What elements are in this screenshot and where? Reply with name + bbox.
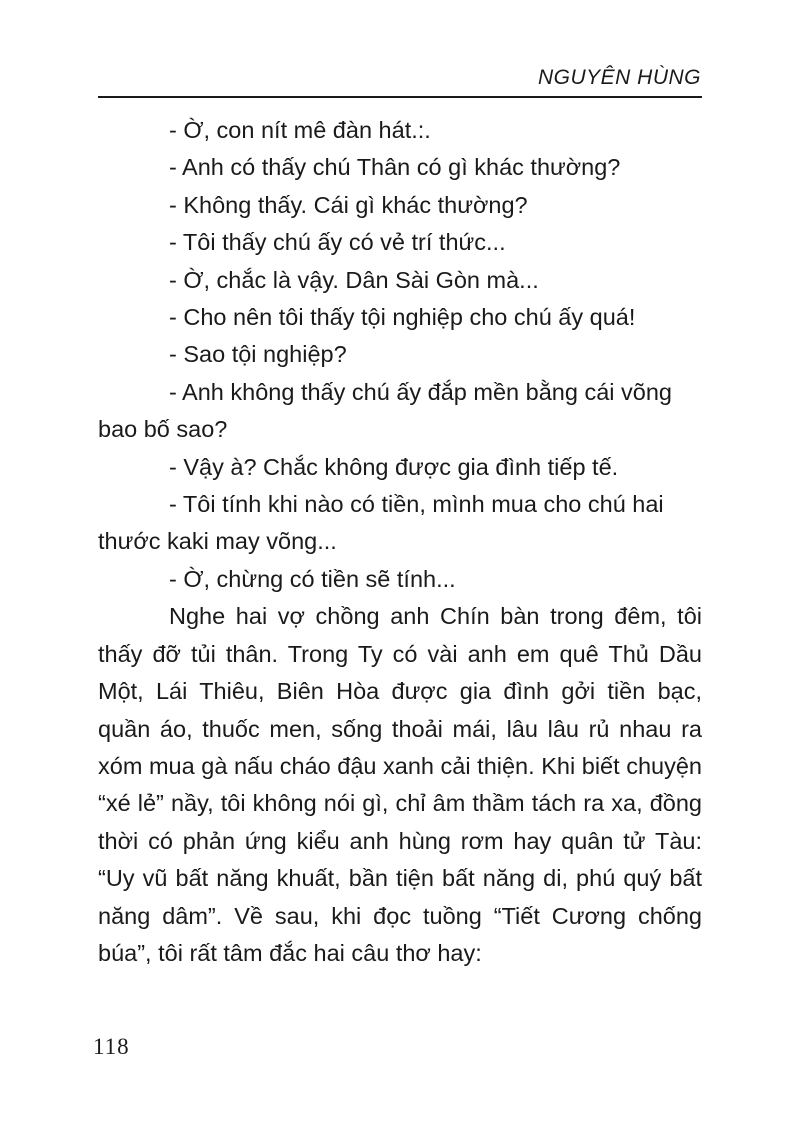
dialogue-line: - Ờ, chừng có tiền sẽ tính...: [169, 565, 456, 592]
running-header: NGUYÊN HÙNG: [537, 66, 701, 89]
dialogue-line: - Anh có thấy chú Thân có gì khác thường?: [169, 154, 621, 181]
narration-paragraph: Nghe hai vợ chồng anh Chín bàn trong đêm, tôi thấy đỡ tủi thân. Trong Ty có vài anh em quê Thủ Dầu Một, Lái Thiêu, Biên Hòa được gia đình gởi tiền bạc, quần áo, thuốc men, sống thoải mái, lâu lâu rủ nhau ra xóm mua gà nấu cháo đậu xanh cải thiện. Khi biết chuyện “xé lẻ” nầy, tôi không nói gì, chỉ âm thầm tách ra xa, đồng thời có phản ứng kiểu anh hùng rơm hay quân tử Tàu: “Uy vũ bất năng khuất, bần tiện bất năng di, phú quý bất năng dâm”. Về sau, khi đọc tuồng “Tiết Cương chống búa”, tôi rất tâm đắc hai câu thơ hay:: [98, 603, 702, 966]
dialogue-line: - Anh không thấy chú ấy đắp mền bằng cái võng bao bố sao?: [98, 378, 672, 443]
dialogue-line: - Ờ, chắc là vậy. Dân Sài Gòn mà...: [169, 266, 539, 293]
dialogue-line: - Vậy à? Chắc không được gia đình tiếp tế.: [169, 453, 619, 480]
page-number: 118: [93, 1034, 130, 1059]
dialogue-line: - Tôi thấy chú ấy có vẻ trí thức...: [169, 229, 506, 256]
dialogue-line: - Sao tội nghiệp?: [169, 341, 347, 368]
dialogue-line: - Tôi tính khi nào có tiền, mình mua cho chú hai thước kaki may võng...: [98, 491, 664, 555]
dialogue-line: - Không thấy. Cái gì khác thường?: [169, 191, 528, 218]
header-rule: [98, 96, 702, 98]
dialogue-line: - Ờ, con nít mê đàn hát.:.: [169, 117, 431, 143]
dialogue-line: - Cho nên tôi thấy tội nghiệp cho chú ấy quá!: [169, 304, 636, 331]
body-text: [98, 112, 702, 972]
